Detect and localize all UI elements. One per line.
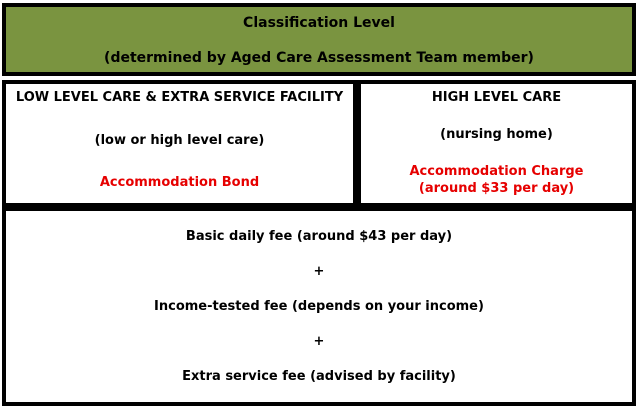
accommodation-bond-label: Accommodation Bond: [99, 175, 260, 191]
extra-service-fee-label: Extra service fee (advised by facility): [182, 369, 456, 384]
plus-sign: +: [313, 334, 325, 349]
classification-title: Classification Level: [243, 15, 395, 31]
plus-sign: +: [313, 264, 325, 279]
fees-summary-box: [2, 207, 636, 406]
high-level-care-subtitle: (nursing home): [440, 127, 553, 143]
low-level-care-subtitle: (low or high level care): [94, 132, 265, 148]
accommodation-charge-line1: Accommodation Charge: [409, 164, 584, 180]
high-level-care-title: HIGH LEVEL CARE: [431, 90, 562, 105]
care-level-row: [2, 80, 636, 207]
basic-daily-fee-label: Basic daily fee (around $43 per day): [185, 229, 453, 244]
low-level-care-title: LOW LEVEL CARE & EXTRA SERVICE FACILITY: [15, 90, 344, 105]
accommodation-charge-line2: (around $33 per day): [418, 181, 575, 197]
high-level-care-box: [357, 80, 636, 207]
classification-header-box: [2, 3, 636, 76]
low-level-care-box: [2, 80, 357, 207]
accommodation-charge-label: [365, 164, 628, 198]
classification-subtitle: (determined by Aged Care Assessment Team member): [104, 50, 534, 66]
income-tested-fee-label: Income-tested fee (depends on your income): [154, 299, 484, 314]
